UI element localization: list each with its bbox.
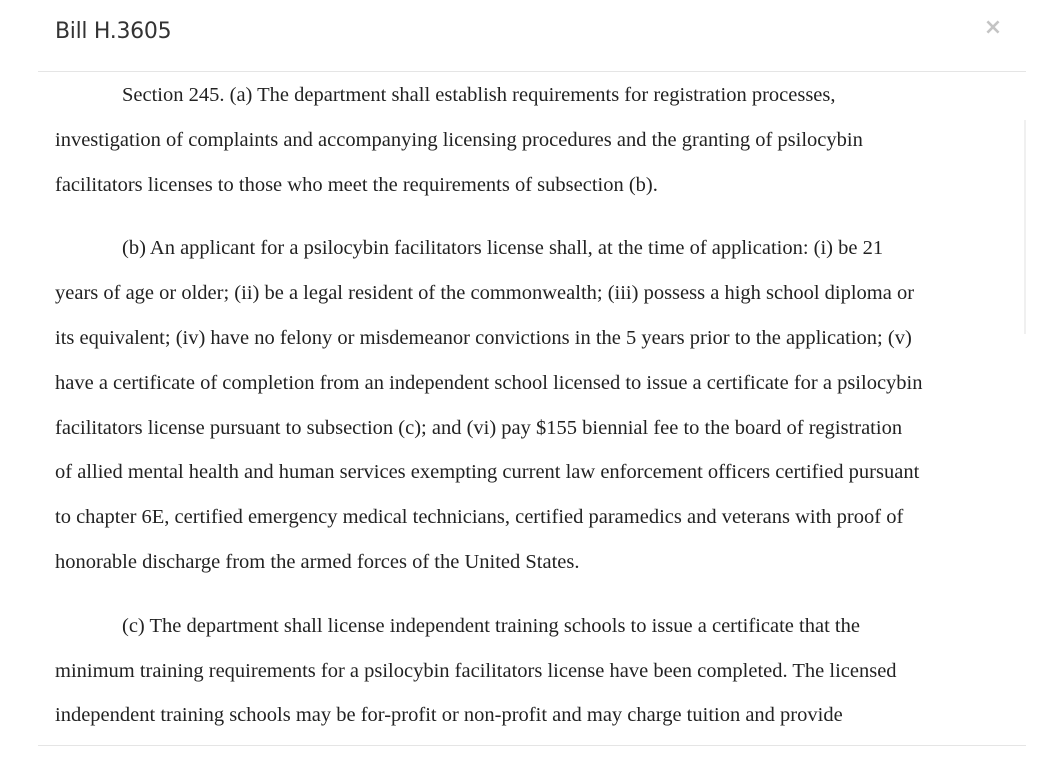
text-line: its equivalent; (iv) have no felony or misdemeanor convictions in the 5 years prior to the application; (v) bbox=[55, 326, 912, 349]
modal-title: Bill H.3605 bbox=[55, 19, 172, 44]
text-line: minimum training requirements for a psilocybin facilitators license have been completed. The licensed bbox=[55, 659, 897, 682]
text-line: to chapter 6E, certified emergency medical technicians, certified paramedics and veterans with proof of bbox=[55, 506, 904, 529]
text-line: honorable discharge from the armed forces of the United States. bbox=[55, 550, 580, 573]
text-line: (c) The department shall license independent training schools to issue a certificate that the bbox=[122, 614, 860, 637]
text-line: years of age or older; (ii) be a legal resident of the commonwealth; (iii) possess a high school diploma or bbox=[55, 282, 915, 305]
section-245-paragraph-c bbox=[55, 604, 1015, 738]
text-line: of allied mental health and human services exempting current law enforcement officers certified pursuant bbox=[55, 461, 920, 484]
text-line: independent training schools may be for-profit or non-profit and may charge tuition and provide bbox=[55, 704, 843, 727]
text-line: (b) An applicant for a psilocybin facilitators license shall, at the time of application: (i) be 21 bbox=[122, 237, 884, 260]
section-245-paragraph-b bbox=[55, 226, 1015, 584]
text-line: have a certificate of completion from an independent school licensed to issue a certificate for a psilocybin bbox=[55, 371, 923, 394]
bill-text bbox=[55, 73, 1015, 745]
modal-footer-divider bbox=[38, 745, 1026, 746]
text-line: facilitators licenses to those who meet the requirements of subsection (b). bbox=[55, 173, 658, 196]
text-line: Section 245. (a) The department shall establish requirements for registration processes, bbox=[122, 84, 836, 106]
section-245-paragraph-a bbox=[55, 73, 1015, 207]
close-button[interactable]: × bbox=[983, 15, 1003, 40]
text-line: investigation of complaints and accompanying licensing procedures and the granting of psilocybin bbox=[55, 128, 863, 151]
text-line: facilitators license pursuant to subsection (c); and (vi) pay $155 biennial fee to the board of registration bbox=[55, 416, 903, 439]
scrollbar-track[interactable] bbox=[1024, 120, 1026, 334]
modal-body[interactable] bbox=[38, 72, 1026, 745]
modal-header bbox=[38, 0, 1026, 72]
